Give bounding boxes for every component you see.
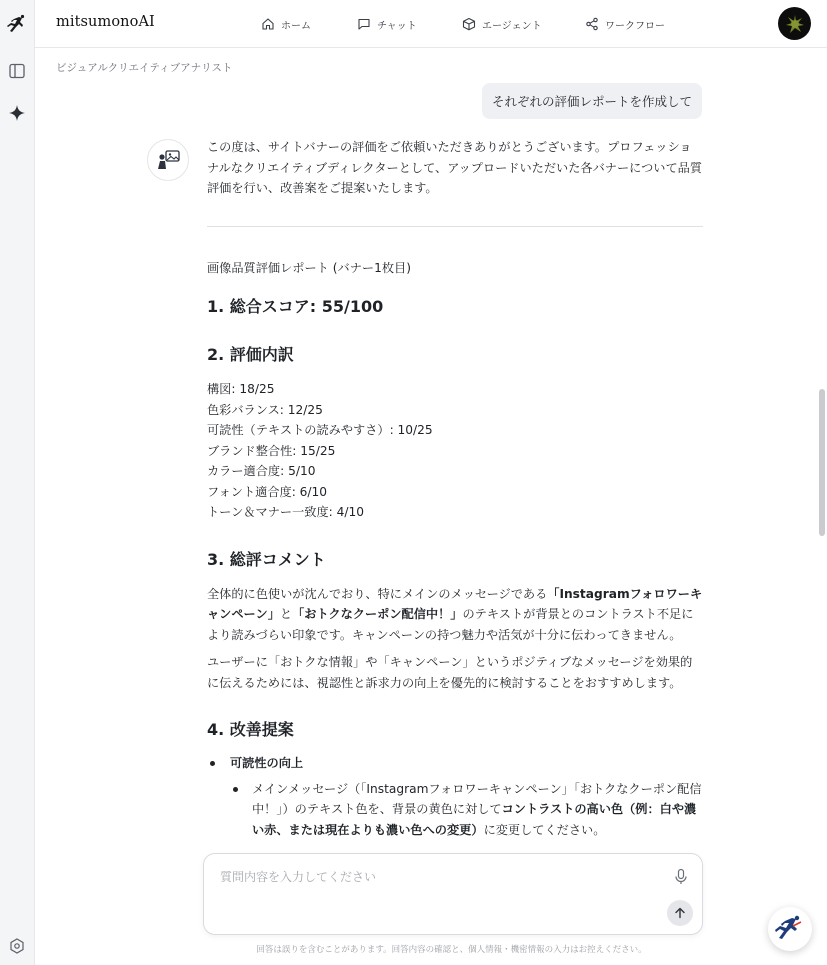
nav-chat-label: チャット xyxy=(377,20,417,32)
report-title: 画像品質評価レポート (バナー1枚目) xyxy=(207,260,411,275)
assistant-message xyxy=(207,137,703,840)
question-input[interactable] xyxy=(220,868,660,892)
ninja-mascot-icon xyxy=(775,914,805,944)
nav-workflow-label: ワークフロー xyxy=(605,20,665,32)
nav-agent-label: エージェント xyxy=(482,20,542,32)
list-item xyxy=(207,753,703,840)
breakdown-item: 可読性（テキストの読みやすさ）: 10/25 xyxy=(207,423,433,437)
user-message-bubble: それぞれの評価レポートを作成して xyxy=(482,83,702,119)
improve-list xyxy=(207,753,703,840)
improve-item-title: 可読性の向上 xyxy=(230,756,304,770)
scrollbar-thumb[interactable] xyxy=(819,389,825,536)
breakdown-item: カラー適合度: 5/10 xyxy=(207,464,316,478)
breakdown-heading: 2. 評価内訳 xyxy=(207,345,294,364)
comment-body xyxy=(207,584,703,694)
message-composer xyxy=(203,853,703,935)
divider xyxy=(207,226,703,227)
arrow-up-icon xyxy=(674,907,686,919)
breadcrumb: ビジュアルクリエイティブアナリスト xyxy=(56,62,233,74)
breakdown-item: ブランド整合性: 15/25 xyxy=(207,443,336,458)
comment-paragraph: ユーザーに「おトクな情報」や「キャンペーン」というポジティブなメッセージを効果的に伝えるためには、視認性と訴求力の向上を優先的に検討することをおすすめします。 xyxy=(207,655,693,690)
improve-heading: 4. 改善提案 xyxy=(207,720,294,739)
nav-home-label: ホーム xyxy=(281,20,311,32)
comment-paragraph: 全体的に色使いが沈んでおり、特にメインのメッセージである「Instagramフォロワーキャンペーン」と「おトクなクーポン配信中！」のテキストが背景とのコントラスト不足により読みづらい印象です。キャンペーンの持つ魅力や活気が十分に伝わってきません。 xyxy=(207,586,703,642)
comment-heading: 3. 総評コメント xyxy=(207,549,326,569)
assistant-intro: この度は、サイトバナーの評価をご依頼いただきありがとうございます。プロフェッショナルなクリエイティブディレクターとして、アップロードいただいた各バナーについて品質評価を行い、改善案をご提案いたします。 xyxy=(207,140,703,195)
microphone-icon[interactable] xyxy=(672,866,690,888)
assistant-fab-button[interactable] xyxy=(768,907,812,951)
breakdown-item: トーン＆マナー一致度: 4/10 xyxy=(207,505,364,519)
disclaimer: 回答は誤りを含むことがあります。回答内容の確認と、個人情報・機密情報の入力はお控えください。 xyxy=(256,945,647,955)
score-heading: 1. 総合スコア: 55/100 xyxy=(207,297,384,316)
assistant-avatar xyxy=(147,139,189,181)
breakdown-item: 構図: 18/25 xyxy=(207,382,275,396)
breakdown-item: 色彩バランス: 12/25 xyxy=(207,402,323,417)
breakdown-item: フォント適合度: 6/10 xyxy=(207,484,328,499)
improve-sublist xyxy=(230,779,703,841)
send-button[interactable] xyxy=(667,900,693,926)
breakdown-list xyxy=(207,379,703,523)
list-item: メインメッセージ（「Instagramフォロワーキャンペーン」「おトクなクーポン配信中！」）のテキスト色を、背景の黄色に対してコントラストの高い色（例：白や濃い赤、または現在よりも濃い色への変更）に変更してください。 xyxy=(230,779,703,841)
app-title[interactable]: mitsumonoAI xyxy=(56,14,155,30)
